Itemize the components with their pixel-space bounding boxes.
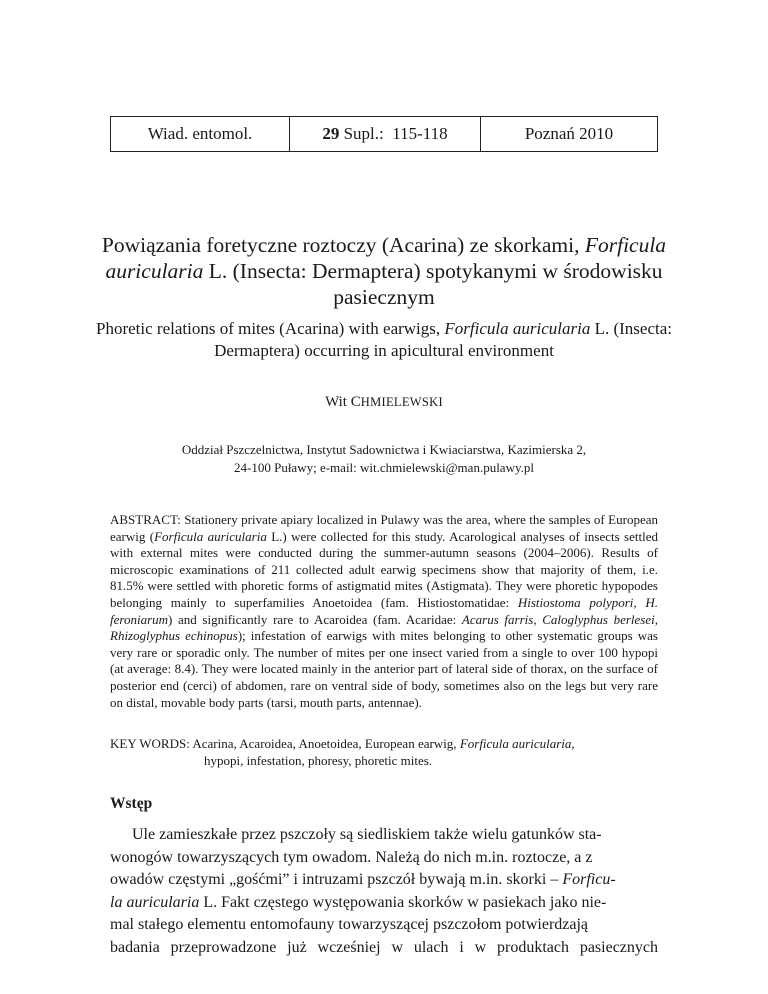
abstract-text-4: ) and significantly rare to Acaroidea (fam. Acaridae: — [168, 611, 462, 627]
title-english — [84, 318, 684, 362]
abstract-text-2: L.) were collected for this study. Acarological analyses of insects settled with external mites were conducted during the summer-autumn seasons (2004–2006). Results of microscopic examinations of 211 collected adult earwig specimens show that majority of them, i.e. 81.5% were settled with phoretic forms of astigmatid mites (Astigmata). They were phoretic hypopodes belonging mainly to superfamilies Anoetoidea (fam. Histiostomatidae: — [110, 528, 658, 610]
title-pl-part1: Powiązania foretyczne roztoczy (Acarina) ze skorkami, — [101, 233, 585, 257]
place-year: Poznań 2010 — [524, 124, 614, 143]
abstract-text-3: , — [633, 594, 646, 610]
author-last-rest: HMIELEWSKI — [360, 395, 443, 409]
title-polish — [84, 232, 684, 310]
title-pl-species: auricularia — [105, 259, 204, 283]
abstract-text-6: ); infestation of earwigs with mites belonging to other systematic groups was very rare or sporadic only. The number of mites per one insect varied from a single to over 100 hypopi (at average: 8.4). They were located mainly in the anterior part of lateral side of thorax, on the surface of posterior end (cerci) of abdomen, rare on ventral side of body, sometimes also on the legs but very rare on distal, movable body parts (tarsi, mouth parts, antennae). — [110, 628, 658, 710]
intro-paragraph — [110, 824, 658, 960]
title-en-taxon: Forficula auricularia — [444, 319, 591, 338]
affiliation-line1: Oddział Pszczelnictwa, Instytut Sadownictwa i Kwiaciarstwa, Kazimierska 2, — [181, 442, 587, 457]
section-heading: Wstęp — [110, 795, 153, 812]
intro-line — [110, 869, 658, 892]
abstract-taxon-3: H. feroniarum — [110, 594, 658, 627]
title-pl-part2: L. (Insecta: Dermaptera) spotykanymi w środowisku pasiecznym — [203, 259, 663, 309]
abstract-text-1: ABSTRACT: Stationery private apiary localized in Pulawy was the area, where the samples of European earwig ( — [110, 512, 658, 544]
abstract — [110, 512, 658, 711]
intro-line: Ule zamieszkałe przez pszczoły są siedliskiem także wielu gatunków sta- — [132, 826, 602, 843]
intro-line3-taxon: Forficu- — [562, 871, 616, 889]
intro-line4-taxon: la auricularia — [110, 893, 200, 911]
title-en-part1: Phoretic relations of mites (Acarina) with earwigs, — [96, 319, 445, 338]
title-pl-genus: Forficula — [584, 233, 667, 257]
abstract-text-5: , — [533, 611, 543, 627]
title-en-part2: L. (Insecta: Dermaptera) occurring in apicultural environment — [214, 319, 672, 360]
affiliation — [84, 441, 684, 477]
intro-line: wonogów towarzyszących tym owadom. Należą do nich m.in. roztocze, a z — [110, 848, 593, 866]
intro-line4-text: L. Fakt częstego występowania skorków w pasiekach jako nie- — [199, 893, 607, 911]
abstract-taxon-2: Histiostoma polypori — [517, 594, 634, 610]
volume-number: 29 — [322, 124, 340, 143]
keywords — [110, 736, 658, 769]
keywords-line2: hypopi, infestation, phoresy, phoretic mites. — [204, 752, 433, 768]
supplement-pages: Supl.: 115-118 — [339, 124, 448, 143]
intro-line3-text: owadów częstymi „gośćmi” i intruzami pszczół bywają m.in. skorki – — [110, 871, 563, 889]
header-table — [110, 116, 658, 152]
journal-name: Wiad. entomol. — [147, 124, 253, 143]
intro-line — [110, 892, 658, 915]
intro-line: mal stałego elementu entomofauny towarzyszącej pszczołom potwierdzają — [110, 916, 589, 934]
keywords-text-1: KEY WORDS: Acarina, Acaroidea, Anoetoidea, European earwig, — [110, 736, 460, 751]
volume-cell — [290, 117, 481, 152]
affiliation-line2: 24-100 Puławy; e-mail: wit.chmielewski@man.pulawy.pl — [234, 460, 534, 475]
author-last-initial: C — [350, 394, 361, 410]
author-first-name: Wit — [325, 394, 351, 410]
abstract-taxon-5: Caloglyphus berlesei, Rhizoglyphus echinopus — [110, 611, 658, 644]
place-year-cell — [481, 117, 658, 152]
journal-cell — [111, 117, 290, 152]
keywords-taxon: Forficula auricularia — [459, 736, 572, 751]
author — [84, 394, 684, 411]
intro-line: badania przeprowadzone już wcześniej w ulach i w produktach pasiecznych — [110, 938, 658, 956]
keywords-comma: , — [571, 736, 575, 751]
abstract-taxon-4: Acarus farris — [461, 611, 534, 627]
abstract-taxon-1: Forficula auricularia — [154, 528, 267, 544]
